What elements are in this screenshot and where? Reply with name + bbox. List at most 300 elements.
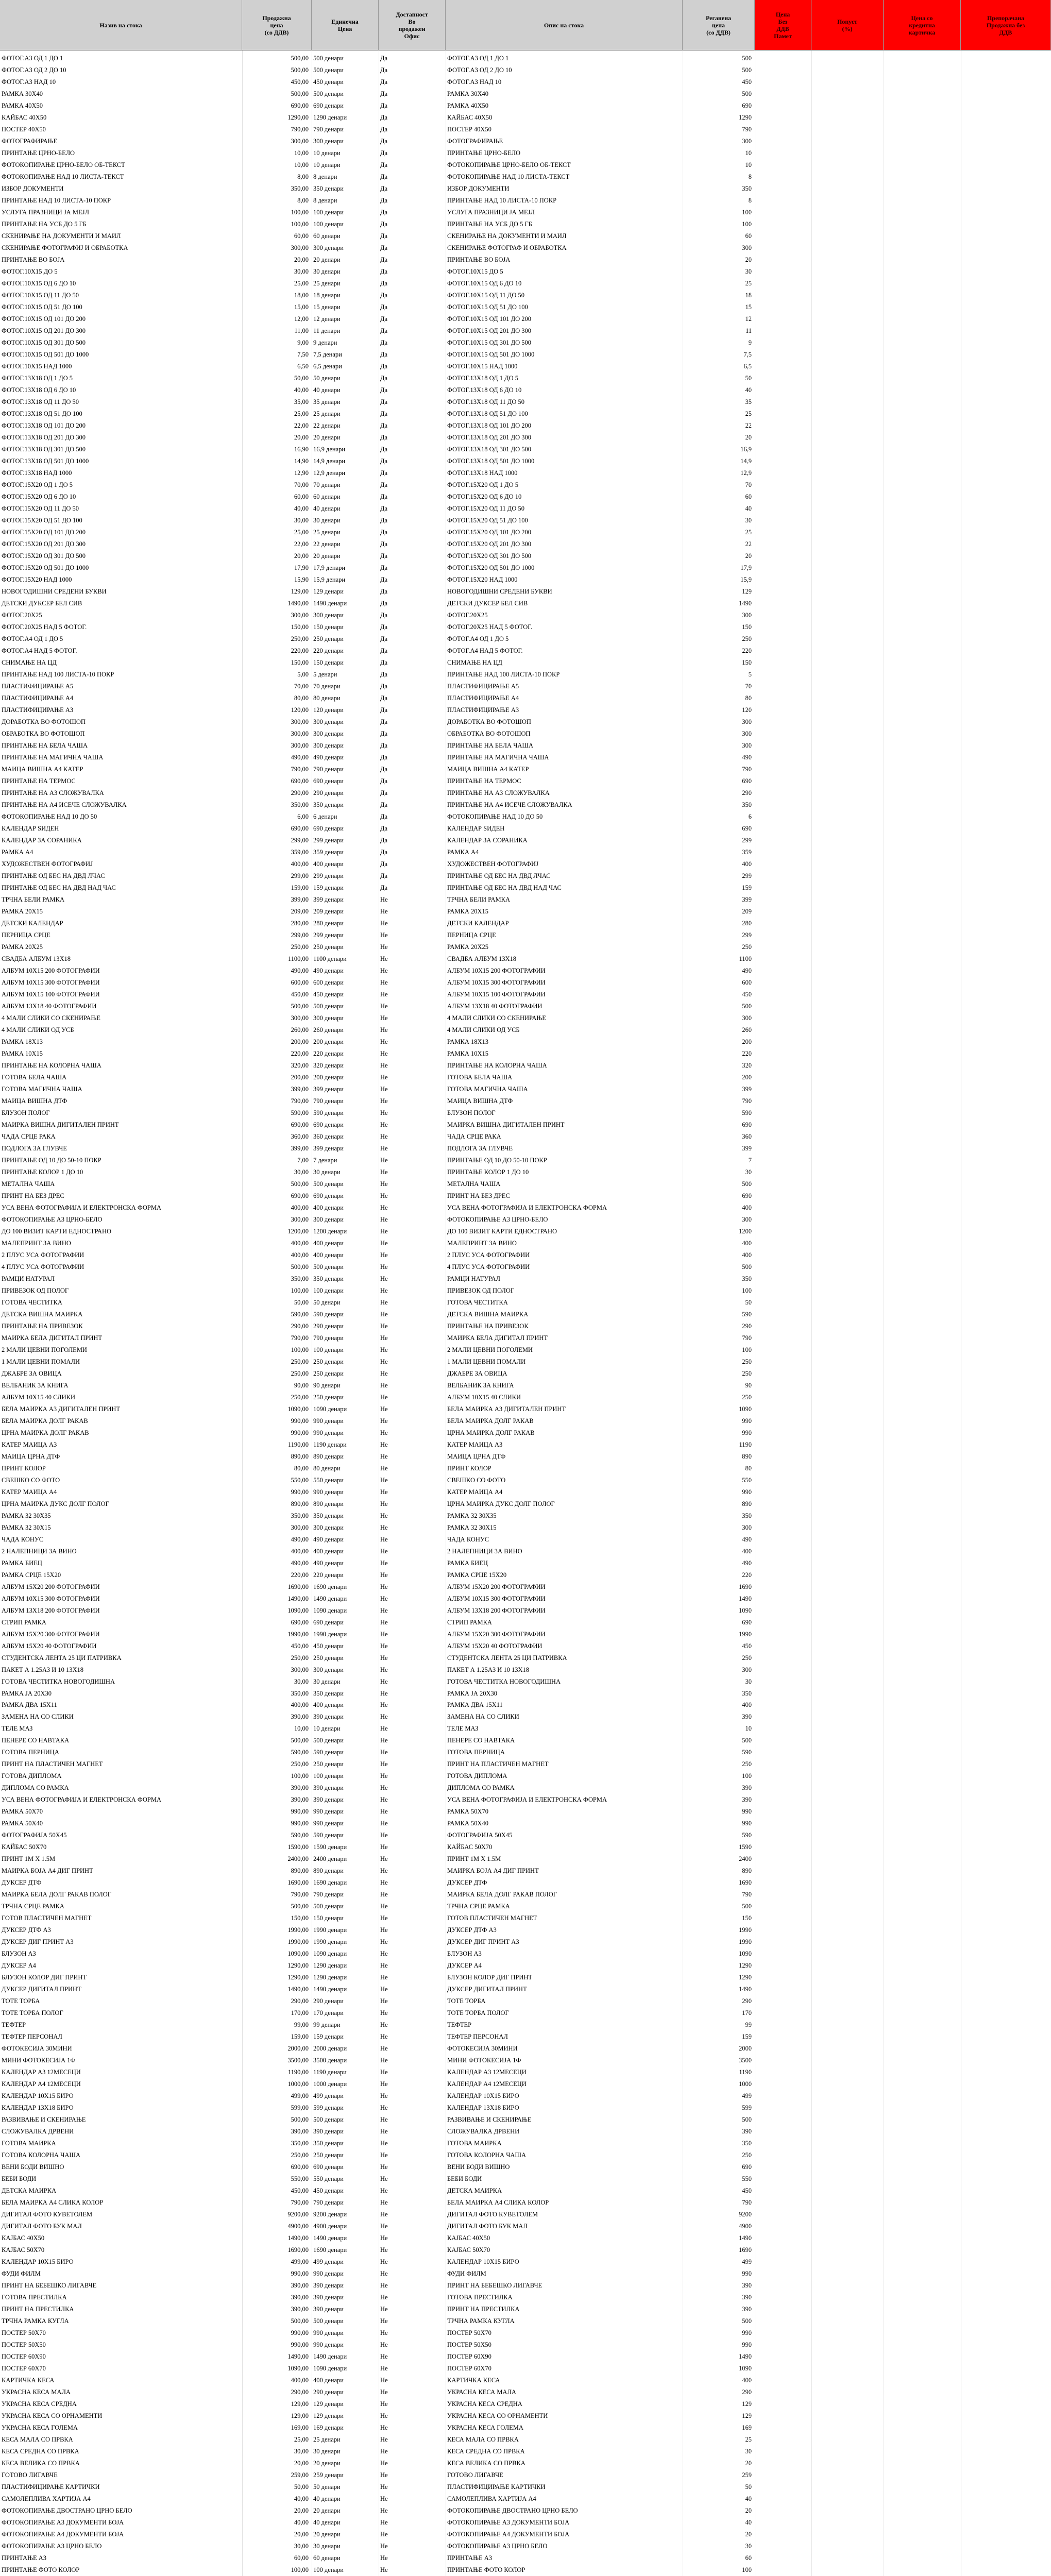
item-name: ПРИНТАЊЕ ОД БЕС НА ДВД ЛЧАС [2,872,105,879]
unit-price: 500 денари [313,1903,344,1910]
registered-price: 6,5 [743,362,752,370]
item-name: АЛБУМ 13Х18 40 ФОТОГРАФИИ [2,1002,97,1010]
item-name: ДЖАБРЕ ЗА ОВИЦА [2,1369,62,1377]
table-row [0,1095,1051,1107]
table-row [0,1036,1051,1048]
registered-price: 40 [745,504,752,512]
item-name: ГОТОВО ЛИГАВЧЕ [2,2471,58,2479]
sale-price: 30,00 [294,1168,309,1176]
table-row [0,2540,1051,2552]
item-name: ФОТОГ.15Х20 ОД 6 ДО 10 [2,493,76,500]
sale-price: 10,00 [294,161,309,168]
availability: Не [380,2448,388,2455]
registered-price: 300 [742,1014,752,1022]
item-name: ПРИНТАЊЕ КОЛОР 1 ДО 10 [2,1168,83,1176]
availability: Не [380,2187,388,2195]
item-description: ПОДЛОГА ЗА ГЛУВЧЕ [447,1144,513,1152]
item-name: КАЛЕНДАР А3 12МЕСЕЦИ [2,2069,81,2076]
sale-price: 990,00 [291,1429,309,1436]
registered-price: 1090 [739,2365,752,2372]
unit-price: 690 денари [313,1192,344,1199]
table-row [0,290,1051,301]
unit-price: 590 денари [313,1749,344,1756]
registered-price: 25 [745,528,752,536]
unit-price: 15,9 денари [313,575,346,583]
unit-price: 890 денари [313,1867,344,1875]
unit-price: 790 денари [313,1097,344,1105]
item-name: РАМКА 20Х25 [2,943,43,951]
item-name: ФОТОГ.10Х15 ДО 5 [2,267,58,275]
item-name: АЛБУМ 15Х20 200 ФОТОГРАФИИ [2,1583,100,1590]
table-row [0,64,1051,76]
item-description: СВАДБА АЛБУМ 13Х18 [447,955,516,962]
registered-price: 300 [742,611,752,619]
registered-price: 9200 [739,2211,752,2218]
unit-price: 499 денари [313,2092,344,2100]
unit-price: 30 денари [313,1168,341,1176]
item-name: ФОТОГ.13Х18 ОД 301 ДО 500 [2,445,86,453]
unit-price: 790 денари [313,1891,344,1899]
item-name: ЗАМЕНА НА СО СЛИКИ [2,1713,74,1721]
sale-price: 390,00 [291,2306,309,2313]
availability: Не [380,1452,388,1460]
table-row [0,1972,1051,1984]
sale-price: 40,00 [294,386,309,394]
availability: Да [380,848,388,856]
item-name: НОВОГОДИШНИ СРЕДЕНИ БУКВИ [2,587,107,595]
unit-price: 250 денари [313,1760,344,1768]
table-row [0,2517,1051,2529]
table-row [0,846,1051,858]
item-description: ПРИНТАЊЕ КОЛОР 1 ДО 10 [447,1168,529,1176]
unit-price: 360 денари [313,1132,344,1140]
table-row [0,835,1051,846]
unit-price: 7 денари [313,1156,337,1164]
availability: Не [380,1879,388,1887]
table-row [0,2161,1051,2173]
item-name: ФОТОКОПИРАЊЕ А3 ЦРНО БЕЛО [2,2543,102,2550]
item-description: МАИЦА ЦРНА ДТФ [447,1452,506,1460]
registered-price: 590 [742,1109,752,1116]
table-row [0,2339,1051,2351]
unit-price: 6,5 денари [313,362,342,370]
registered-price: 100 [742,208,752,216]
table-row [0,989,1051,1001]
item-description: ФОТОГ.13Х18 ОД 6 ДО 10 [447,386,522,394]
unit-price: 200 денари [313,1038,344,1045]
availability: Не [380,1038,388,1045]
availability: Не [380,907,388,915]
availability: Не [380,1097,388,1105]
registered-price: 250 [742,2151,752,2159]
sale-price: 590,00 [291,1109,309,1116]
unit-price: 100 денари [313,1286,344,1294]
item-name: ПРИНТАЊЕ НА ПРИВЕЗОК [2,1322,83,1330]
sale-price: 90,00 [294,1381,309,1389]
item-name: ДОРАБОТКА ВО ФОТОШОП [2,718,86,725]
item-name: РАМКА А4 [2,848,33,856]
item-name: АЛБУМ 10Х15 40 СЛИКИ [2,1393,76,1401]
item-name: КАЛЕНДАР А4 12МЕСЕЦИ [2,2080,81,2088]
sale-price: 35,00 [294,398,309,405]
item-description: СЛОЖУВАЛКА ДРВЕНИ [447,2128,520,2136]
unit-price: 8 денари [313,196,337,204]
registered-price: 390 [742,2294,752,2301]
registered-price: 890 [742,1867,752,1875]
item-name: ПОСТЕР 50Х50 [2,2341,46,2349]
item-name: МИНИ ФОТОКЕСИЈА 1Ф [2,2057,76,2064]
unit-price: 290 денари [313,1997,344,2005]
item-name: ФОТОГ.10Х15 ОД 6 ДО 10 [2,279,76,287]
item-name: РАМКА 10Х15 [2,1049,43,1057]
sale-price: 350,00 [291,184,309,192]
item-description: РАМКА 18Х13 [447,1038,489,1045]
item-description: ПРИНТАЊЕ А3 [447,2554,493,2562]
unit-price: 80 денари [313,1464,341,1472]
availability: Не [380,1867,388,1875]
unit-price: 399 денари [313,1085,344,1093]
availability: Не [380,1405,388,1413]
sale-price: 10,00 [294,149,309,157]
table-row [0,1546,1051,1557]
availability: Да [380,564,388,571]
registered-price: 11 [745,327,752,334]
unit-price: 350 денари [313,1275,344,1282]
item-name: ТРЧНА БЕЛИ РАМКА [2,895,65,903]
item-description: ФОТОГ.13Х18 ОД 11 ДО 50 [447,398,525,405]
unit-price: 99 денари [313,2021,341,2029]
table-row [0,1889,1051,1901]
item-name: ФУДИ ФИЛМ [2,2270,41,2278]
unit-price: 100 денари [313,1346,344,1353]
unit-price: 1090 денари [313,1405,347,1413]
availability: Не [380,1760,388,1768]
item-name: ФОТОГ.10Х15 ОД 11 ДО 50 [2,291,79,299]
item-name: ФОТОГ.10Х15 ОД 501 ДО 1000 [2,350,89,358]
item-description: 2 МАЛИ ЦЕВНИ ПОГОЛЕМИ [447,1346,533,1353]
sale-price: 70,00 [294,682,309,690]
unit-price: 300 денари [313,244,344,251]
unit-price: 30 денари [313,516,341,524]
availability: Да [380,599,388,607]
unit-price: 30 денари [313,2448,341,2455]
registered-price: 8 [748,196,752,204]
unit-price: 790 денари [313,765,344,773]
availability: Не [380,2234,388,2242]
unit-price: 1990 денари [313,1938,347,1946]
sale-price: 300,00 [291,1014,309,1022]
item-name: ПАКЕТ А 1.25А3 И 10 13Х18 [2,1666,84,1673]
item-name: ФОТОГ.13Х18 ОД 11 ДО 50 [2,398,79,405]
table-row [0,716,1051,728]
table-row [0,183,1051,195]
table-row [0,2292,1051,2303]
item-description: ГОТОВА ПРЕСТИЛКА [447,2294,513,2301]
availability: Не [380,2163,388,2171]
item-name: ФОТОГ.А4 НАД 5 ФОТОГ. [2,647,77,654]
table-row [0,1166,1051,1178]
registered-price: 4900 [739,2223,752,2230]
unit-price: 400 денари [313,1204,344,1211]
registered-price: 1190 [739,2069,752,2076]
availability: Не [380,2329,388,2337]
sale-price: 200,00 [291,1038,309,1045]
item-description: ДУКСЕР ДТФ [447,1879,487,1887]
unit-price: 260 денари [313,1026,344,1033]
unit-price: 209 денари [313,907,344,915]
unit-price: 250 денари [313,1369,344,1377]
table-row [0,503,1051,515]
unit-price: 40 денари [313,504,341,512]
item-name: ДЕТСКА МАИРКА [2,2187,57,2195]
unit-price: 14,9 денари [313,457,346,465]
table-row [0,2114,1051,2126]
table-row [0,396,1051,408]
item-name: РАМКА ДВА 15Х11 [2,1701,57,1709]
item-name: ПОДЛОГА ЗА ГЛУВЧЕ [2,1144,67,1152]
table-row [0,1001,1051,1012]
registered-price: 30 [745,267,752,275]
registered-price: 60 [745,2554,752,2562]
registered-price: 350 [742,184,752,192]
registered-price: 209 [742,907,752,915]
table-row [0,1380,1051,1392]
registered-price: 250 [742,1369,752,1377]
item-description: ДИГИТАЛ ФОТО КУВЕТОЛЕМ [447,2211,538,2218]
registered-price: 350 [742,1275,752,1282]
availability: Не [380,1642,388,1650]
registered-price: 690 [742,777,752,785]
item-name: ПЕНЕРЕ СО НАВТАКА [2,1737,70,1744]
item-description: ФОТОГ.А3 ОД 1 ДО 1 [447,55,509,62]
item-description: ЗАМЕНА НА СО СЛИКИ [447,1713,519,1721]
registered-price: 290 [742,789,752,796]
item-name: ПРИНТАЊЕ ВО БОЈА [2,256,65,263]
registered-price: 690 [742,1121,752,1128]
item-name: ФОТОКОПИРАЊЕ А3 ДОКУМЕНТИ БОЈА [2,2519,124,2527]
unit-price: 120 денари [313,706,344,714]
item-description: ФОТОГ.20Х25 [447,611,488,619]
item-description: ПАКЕТ А 1.25А3 И 10 13Х18 [447,1666,530,1673]
registered-price: 300 [742,730,752,737]
availability: Не [380,1286,388,1294]
table-row [0,1143,1051,1155]
item-description: ФОТОГ.А3 ОД 2 ДО 10 [447,66,512,74]
table-row [0,1356,1051,1368]
item-description: СТРИП РАМКА [447,1618,492,1626]
table-row [0,1676,1051,1688]
sale-price: 1490,00 [287,2234,309,2242]
registered-price: 690 [742,1618,752,1626]
availability: Не [380,1275,388,1282]
unit-price: 60 денари [313,2554,341,2562]
availability: Да [380,623,388,631]
registered-price: 400 [742,860,752,868]
item-description: КАРТИЧКА КЕСА [447,2377,500,2384]
registered-price: 250 [742,1760,752,1768]
registered-price: 390 [742,1713,752,1721]
item-name: ДЕТСКИ ДУКСЕР БЕЛ СИВ [2,599,82,607]
registered-price: 299 [742,872,752,879]
sale-price: 690,00 [291,1618,309,1626]
sale-price: 299,00 [291,872,309,879]
item-name: ГОТОВА ПРЕСТИЛКА [2,2294,67,2301]
sale-price: 450,00 [291,2187,309,2195]
registered-price: 10 [745,1725,752,1733]
item-name: ДИГИТАЛ ФОТО БУК МАЛ [2,2223,82,2230]
item-description: ХУДОЖЕСТВЕН ФОТОГРАФИЈ [447,860,538,868]
sale-price: 20,00 [294,256,309,263]
availability: Да [380,528,388,536]
item-name: АЛБУМ 10Х15 200 ФОТОГРАФИИ [2,967,100,974]
availability: Не [380,1512,388,1519]
registered-price: 300 [742,137,752,145]
availability: Да [380,718,388,725]
unit-price: 5 денари [313,670,337,678]
sale-price: 20,00 [294,2460,309,2467]
table-row [0,692,1051,704]
unit-price: 10 денари [313,149,341,157]
sale-price: 990,00 [291,2270,309,2278]
item-name: КАТЕР МАИЦА А4 [2,1488,57,1496]
item-description: ФОТОГ.А4 НАД 5 ФОТОГ. [447,647,523,654]
registered-price: 350 [742,1689,752,1697]
sale-price: 690,00 [291,777,309,785]
sale-price: 320,00 [291,1061,309,1069]
sale-price: 1200,00 [287,1227,309,1235]
item-name: ФОТОКОПИРАЊЕ ДВОСТРАНО ЦРНО БЕЛО [2,2507,132,2515]
item-description: ФОТОГ.10Х15 ОД 301 ДО 500 [447,338,532,346]
registered-price: 990 [742,1488,752,1496]
availability: Не [380,1073,388,1081]
table-row [0,1155,1051,1166]
item-name: РАМКА 50Х40 [2,1820,43,1827]
item-description: ДУКСЕР ДТФ А3 [447,1926,497,1934]
table-row [0,2446,1051,2458]
registered-price: 450 [742,1642,752,1650]
availability: Да [380,801,388,808]
unit-price: 500 денари [313,2317,344,2325]
table-row [0,906,1051,918]
availability: Не [380,2021,388,2029]
registered-price: 8 [748,173,752,180]
item-description: РАМЦИ НАТУРАЛ [447,1275,500,1282]
sale-price: 70,00 [294,481,309,488]
table-row [0,1841,1051,1853]
registered-price: 300 [742,244,752,251]
table-row [0,372,1051,384]
availability: Да [380,670,388,678]
table-row [0,740,1051,752]
table-row [0,2315,1051,2327]
item-name: САМОЛЕПЛИВА ХАРТИЈА А4 [2,2495,91,2503]
registered-price: 99 [745,2021,752,2029]
sale-price: 300,00 [291,1215,309,1223]
unit-price: 30 денари [313,1677,341,1685]
availability: Не [380,2057,388,2064]
registered-price: 250 [742,943,752,951]
registered-price: 500 [742,1903,752,1910]
item-name: КАЛЕНДАР 10Х15 БИРО [2,2092,74,2100]
sale-price: 1490,00 [287,1595,309,1602]
unit-price: 290 денари [313,1322,344,1330]
item-description: ДИПЛОМА СО РАМКА [447,1784,515,1792]
sale-price: 1990,00 [287,1938,309,1946]
item-name: ПОСТЕР 40Х50 [2,125,46,133]
unit-price: 170 денари [313,2009,344,2017]
registered-price: 390 [742,1784,752,1792]
availability: Не [380,2175,388,2183]
sale-price: 260,00 [291,1026,309,1033]
registered-price: 1690 [739,2246,752,2254]
unit-price: 990 денари [313,1808,344,1816]
table-row [0,681,1051,692]
registered-price: 30 [745,1677,752,1685]
item-description: ГОТОВА КОЛОРНА ЧАША [447,2151,526,2159]
item-description: БЛУЗОН А3 [447,1950,482,1958]
item-name: ПРИНТАЊЕ НАД 10 ЛИСТА-10 ПОКР [2,196,111,204]
unit-price: 3500 денари [313,2057,347,2064]
table-row [0,2197,1051,2209]
sale-price: 690,00 [291,1192,309,1199]
table-row [0,2209,1051,2221]
availability: Не [380,1168,388,1176]
registered-price: 150 [742,1914,752,1922]
unit-price: 320 денари [313,1061,344,1069]
unit-price: 590 денари [313,1109,344,1116]
unit-price: 500 денари [313,2116,344,2124]
table-row [0,977,1051,989]
unit-price: 300 денари [313,1215,344,1223]
item-name: ПРИНТАЊЕ ОД БЕС НА ДВД НАД ЧАС [2,884,116,891]
table-row [0,1652,1051,1664]
sale-price: 220,00 [291,1571,309,1579]
availability: Да [380,421,388,429]
sale-price: 1490,00 [287,599,309,607]
sale-price: 790,00 [291,1891,309,1899]
item-description: ФОТОГРАФИЈА 50Х45 [447,1832,513,1839]
table-row [0,2493,1051,2505]
unit-price: 1290 денари [313,113,347,121]
availability: Да [380,327,388,334]
item-name: ПЕРНИЦА СРЦЕ [2,931,50,939]
item-name: ВЕЛБАНИК ЗА КНИГА [2,1381,69,1389]
unit-price: 60 денари [313,232,341,240]
item-name: РАМКА 50Х70 [2,1808,43,1816]
column-header-c7: Цена Без ДДВ Памет [755,0,811,50]
sale-price: 360,00 [291,1132,309,1140]
item-name: ГОТОВА ЧЕСТИТКА [2,1298,62,1306]
unit-price: 490 денари [313,1559,344,1567]
table-row [0,1936,1051,1948]
table-row [0,2149,1051,2161]
availability: Да [380,469,388,477]
registered-price: 500 [742,1180,752,1188]
unit-price: 590 денари [313,1832,344,1839]
item-name: КАЛЕНДАР ЗА СОРАНИКА [2,836,82,844]
sale-price: 450,00 [291,1642,309,1650]
availability: Не [380,1132,388,1140]
item-description: ФОТОГ.10Х15 ОД 101 ДО 200 [447,315,532,323]
registered-price: 250 [742,1358,752,1365]
table-row [0,1309,1051,1320]
item-description: КАЈБАС 50Х70 [447,2246,490,2254]
sale-price: 30,00 [294,267,309,275]
item-name: РАМКА СРЦЕ 15Х20 [2,1571,61,1579]
item-name: АЛБУМ 13Х18 200 ФОТОГРАФИИ [2,1606,100,1614]
table-row [0,349,1051,361]
table-row [0,1711,1051,1723]
